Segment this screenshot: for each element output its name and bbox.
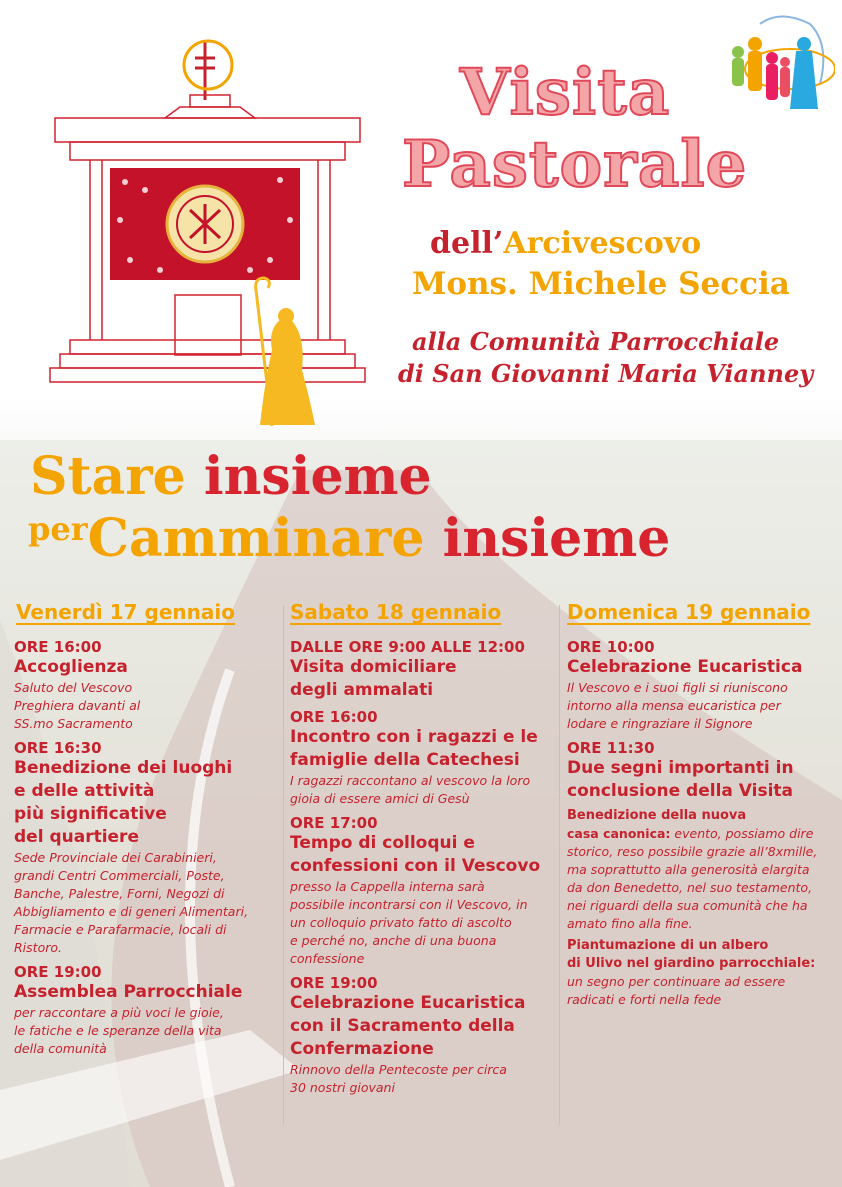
event-time: ORE 16:00 <box>14 638 102 656</box>
sub-heading: di Ulivo nel giardino parrocchiale: <box>567 956 816 971</box>
event-title: più significative <box>14 804 167 824</box>
event-desc: 30 nostri giovani <box>290 1080 395 1095</box>
schedule-day-friday <box>14 600 276 1058</box>
column-divider <box>283 605 284 1125</box>
event-desc: SS.mo Sacramento <box>14 716 133 731</box>
event-desc: Farmacie e Parafarmacie, locali di <box>14 922 227 937</box>
event-desc: ma soprattutto alla generosità elargita <box>567 862 810 877</box>
event-title: Accoglienza <box>14 657 128 677</box>
event-title: Celebrazione Eucaristica <box>567 657 803 677</box>
event-title: Tempo di colloqui e <box>290 833 475 853</box>
event-desc: Saluto del Vescovo <box>14 680 133 695</box>
event-title: famiglie della Catechesi <box>290 750 520 770</box>
slogan-word-insieme-2: insieme <box>442 508 671 569</box>
event-desc: un colloquio privato fatto di ascolto <box>290 915 512 930</box>
schedule-day-saturday <box>290 600 552 1097</box>
event-title: degli ammalati <box>290 680 434 700</box>
slogan-line-2 <box>28 508 670 569</box>
event-time: ORE 17:00 <box>290 814 378 832</box>
event-desc: amato fino alla fine. <box>567 916 693 931</box>
slogan-word-stare: Stare <box>30 446 186 507</box>
event-time: ORE 16:30 <box>14 739 102 757</box>
event-title: conclusione della Visita <box>567 781 794 801</box>
slogan-line-1 <box>30 446 432 507</box>
day-heading: Venerdì 17 gennaio <box>16 600 235 624</box>
bishop-role: Arcivescovo <box>503 226 702 261</box>
event-desc: Preghiera davanti al <box>14 698 141 713</box>
sub-heading-inline: casa canonica: <box>567 826 671 841</box>
event-desc: Ristoro. <box>14 940 62 955</box>
day-heading: Domenica 19 gennaio <box>567 600 811 624</box>
event-desc-inline: evento, possiamo dire <box>670 826 814 841</box>
title-visita: Visita <box>460 55 671 130</box>
parish-logo-icon <box>720 14 835 114</box>
community-line-1: alla Comunità Parrocchiale <box>412 327 780 356</box>
event-desc: per raccontare a più voci le gioie, <box>14 1005 224 1020</box>
event-title: confessioni con il Vescovo <box>290 856 541 876</box>
event-desc: Banche, Palestre, Forni, Negozi di <box>14 886 225 901</box>
event-title: Confermazione <box>290 1039 434 1059</box>
event-title: Assemblea Parrocchiale <box>14 982 243 1002</box>
event-desc: un segno per continuare ad essere <box>567 974 786 989</box>
church-illustration <box>40 20 380 440</box>
event-desc: radicati e forti nella fede <box>567 992 722 1007</box>
event-time: ORE 16:00 <box>290 708 378 726</box>
event-title: del quartiere <box>14 827 139 847</box>
column-divider <box>559 605 560 1125</box>
event-title: Benedizione dei luoghi <box>14 758 233 778</box>
event-desc: grandi Centri Commerciali, Poste, <box>14 868 225 883</box>
event-title: con il Sacramento della <box>290 1016 515 1036</box>
event-desc: e perché no, anche di una buona <box>290 933 497 948</box>
event-desc: nei riguardi della sua comunità che ha <box>567 898 808 913</box>
event-time: ORE 10:00 <box>567 638 655 656</box>
event-desc: le fatiche e le speranze della vita <box>14 1023 222 1038</box>
bishop-name: Mons. Michele Seccia <box>412 266 790 302</box>
event-desc: storico, reso possibile grazie all’8xmille, <box>567 844 818 859</box>
event-desc: da don Benedetto, nel suo testamento, <box>567 880 813 895</box>
event-desc: gioia di essere amici di Gesù <box>290 791 470 806</box>
community-block <box>398 326 814 390</box>
event-desc: Rinnovo della Pentecoste per circa <box>290 1062 507 1077</box>
slogan-word-per: per <box>28 510 88 548</box>
day-heading: Sabato 18 gennaio <box>290 600 502 624</box>
event-desc: lodare e ringraziare il Signore <box>567 716 753 731</box>
event-desc: I ragazzi raccontano al vescovo la loro <box>290 773 531 788</box>
event-desc <box>567 825 839 843</box>
bishop-role-line <box>430 226 701 261</box>
bishop-prefix: dell’ <box>430 226 504 261</box>
sub-heading: Piantumazione di un albero <box>567 938 769 953</box>
event-desc: confessione <box>290 951 365 966</box>
event-desc: Sede Provinciale dei Carabinieri, <box>14 850 217 865</box>
event-time: DALLE ORE 9:00 ALLE 12:00 <box>290 638 525 656</box>
title-pastorale: Pastorale <box>402 127 748 202</box>
event-title: Due segni importanti in <box>567 758 794 778</box>
event-desc: Abbigliamento e di generi Alimentari, <box>14 904 249 919</box>
slogan-word-camminare: Camminare <box>87 508 425 569</box>
event-time: ORE 11:30 <box>567 739 655 757</box>
event-title: Incontro con i ragazzi e le <box>290 727 538 747</box>
event-time: ORE 19:00 <box>290 974 378 992</box>
event-title: Visita domiciliare <box>290 657 457 677</box>
sub-heading: Benedizione della nuova <box>567 808 747 823</box>
event-time: ORE 19:00 <box>14 963 102 981</box>
event-desc: della comunità <box>14 1041 107 1056</box>
community-line-2: di San Giovanni Maria Vianney <box>398 359 814 388</box>
event-desc: Il Vescovo e i suoi figli si riuniscono <box>567 680 788 695</box>
schedule-day-sunday <box>567 600 839 1009</box>
event-desc: intorno alla mensa eucaristica per <box>567 698 781 713</box>
event-title: e delle attività <box>14 781 155 801</box>
event-title: Celebrazione Eucaristica <box>290 993 526 1013</box>
event-desc: presso la Cappella interna sarà <box>290 879 485 894</box>
slogan-word-insieme-1: insieme <box>203 446 432 507</box>
event-desc: possibile incontrarsi con il Vescovo, in <box>290 897 528 912</box>
